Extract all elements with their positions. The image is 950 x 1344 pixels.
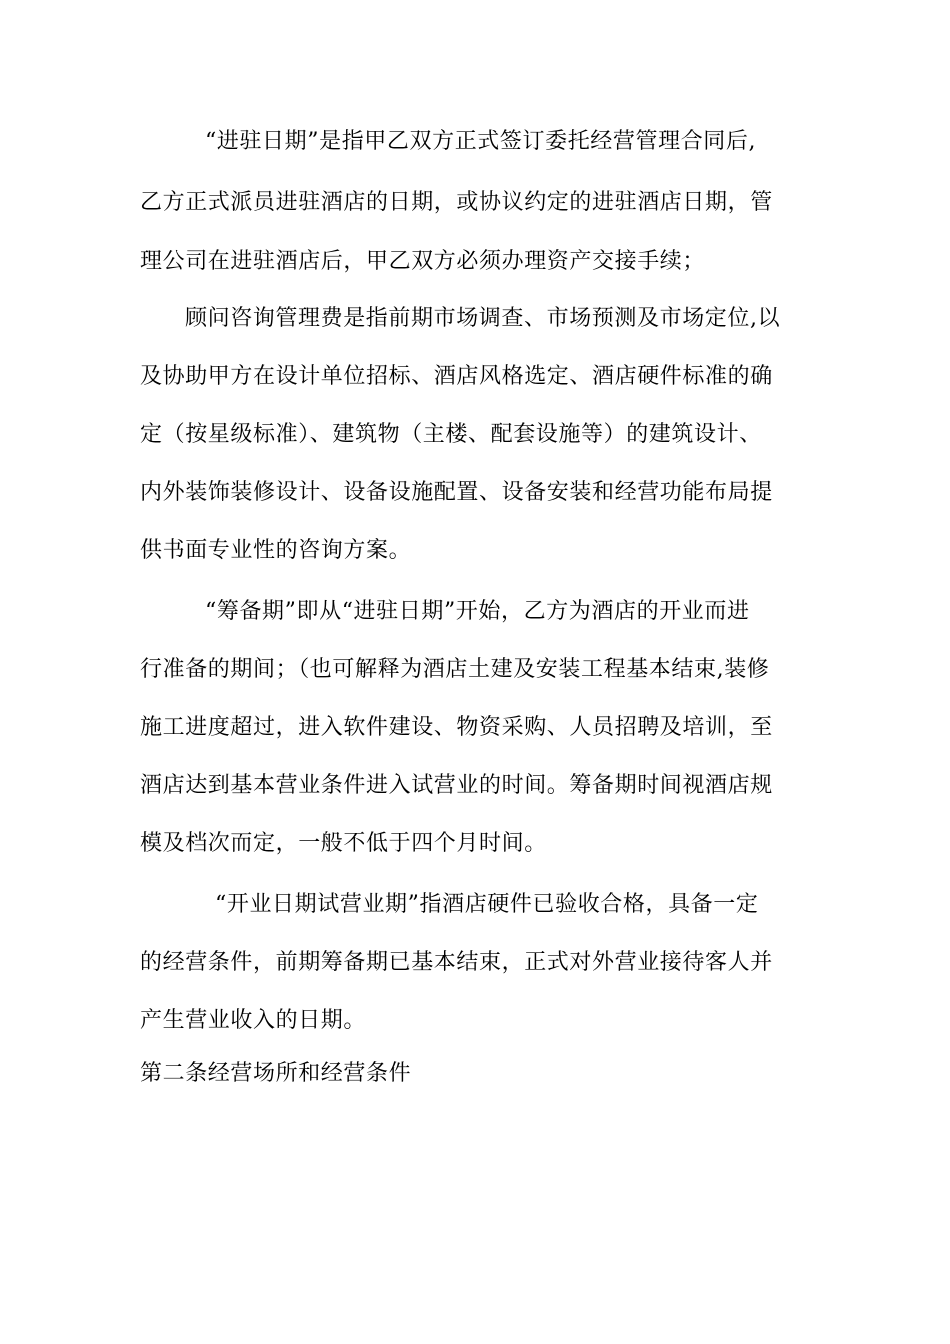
paragraph-preparation-period-line-2: 行准备的期间；（也可解释为酒店土建及安装工程基本结束,装修	[140, 657, 770, 682]
paragraph-opening-date-line-2: 的经营条件，前期筹备期已基本结束，正式对外营业接待客人并	[140, 950, 773, 975]
paragraph-opening-date-line-1: “开业日期试营业期”指酒店硬件已验收合格，具备一定	[215, 892, 759, 917]
paragraph-consulting-fee-line-4: 内外装饰装修设计、设备设施配置、设备安装和经营功能布局提	[140, 480, 773, 505]
paragraph-consulting-fee-line-3: 定（按星级标准）、建筑物（主楼、配套设施等）的建筑设计、	[140, 422, 762, 447]
paragraph-move-in-date-line-2: 乙方正式派员进驻酒店的日期，或协议约定的进驻酒店日期，管	[140, 190, 773, 215]
article-two-heading: 第二条经营场所和经营条件	[140, 1061, 412, 1086]
paragraph-preparation-period-line-4: 酒店达到基本营业条件进入试营业的时间。筹备期时间视酒店规	[140, 773, 773, 798]
paragraph-opening-date-line-3: 产生营业收入的日期。	[140, 1008, 367, 1033]
paragraph-consulting-fee-line-2: 及协助甲方在设计单位招标、酒店风格选定、酒店硬件标准的确	[140, 364, 773, 389]
paragraph-preparation-period-line-3: 施工进度超过，进入软件建设、物资采购、人员招聘及培训，至	[140, 715, 773, 740]
paragraph-move-in-date-line-3: 理公司在进驻酒店后，甲乙双方必须办理资产交接手续；	[140, 249, 706, 274]
paragraph-preparation-period-line-1: “筹备期”即从“进驻日期”开始，乙方为酒店的开业而进	[205, 599, 750, 624]
paragraph-consulting-fee-line-1: 顾问咨询管理费是指前期市场调查、市场预测及市场定位,以	[185, 306, 781, 331]
paragraph-move-in-date-line-1: “进驻日期”是指甲乙双方正式签订委托经营管理合同后,	[205, 129, 757, 154]
paragraph-consulting-fee-line-5: 供书面专业性的咨询方案。	[140, 538, 412, 563]
paragraph-preparation-period-line-5: 模及档次而定，一般不低于四个月时间。	[140, 831, 547, 856]
